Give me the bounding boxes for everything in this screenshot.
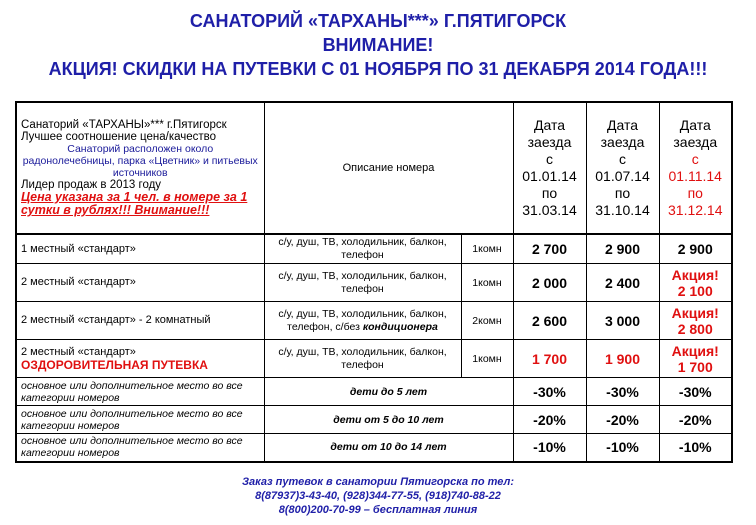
date-to: 31.10.14: [595, 202, 650, 218]
contact-footer: [0, 475, 756, 517]
attention-heading: ВНИМАНИЕ!: [322, 35, 434, 55]
date-from: 01.01.14: [522, 168, 577, 184]
table-header-row: [16, 102, 732, 234]
page-title: САНАТОРИЙ «ТАРХАНЫ***» Г.ПЯТИГОРСК: [189, 11, 567, 31]
contact-heading: Заказ путевок в санатории Пятигорска по тел:: [241, 476, 515, 488]
room-count: 1комн: [461, 234, 513, 264]
discount-description: дети до 5 лет: [264, 378, 513, 406]
table-row: [16, 378, 732, 406]
room-name: [16, 234, 264, 264]
price-value: 2 900: [586, 234, 659, 264]
table-row: [16, 434, 732, 462]
date-from: 01.07.14: [595, 168, 650, 184]
price-value: 3 000: [586, 302, 659, 340]
room-count: 2комн: [461, 302, 513, 340]
sanatorium-name: Санаторий «ТАРХАНЫ»*** г.Пятигорск: [21, 119, 227, 131]
room-name: [16, 340, 264, 378]
price-value: 1 700: [513, 340, 586, 378]
price-value: 2 000: [513, 264, 586, 302]
sanatorium-location: Санаторий расположен около радонолечебницы, парка «Цветник» и питьевых источников: [22, 143, 258, 179]
date-column-header: [586, 102, 659, 234]
room-name-text: 2 местный «стандарт»: [21, 345, 136, 358]
promo-label: Акция!: [671, 304, 719, 321]
room-name: [16, 264, 264, 302]
discount-value: -30%: [586, 378, 659, 406]
price-table: [15, 101, 733, 463]
room-description: [264, 234, 461, 264]
room-desc-line: с/у, душ, ТВ, холодильник, балкон,: [278, 269, 447, 282]
sanatorium-tagline: Лучшее соотношение цена/качество: [21, 131, 217, 143]
room-name: [16, 302, 264, 340]
date-label: Дата заезда: [673, 117, 718, 150]
health-tour-label: ОЗДОРОВИТЕЛЬНАЯ ПУТЕВКА: [21, 357, 208, 372]
room-desc-line: телефон, с/без: [287, 320, 363, 333]
room-desc-line: телефон: [341, 249, 384, 261]
discount-value: -10%: [513, 434, 586, 462]
discount-value: -30%: [659, 378, 732, 406]
price-value: 2 800: [677, 320, 713, 337]
date-to: 31.12.14: [668, 202, 723, 218]
promo-label: Акция!: [671, 266, 719, 283]
room-desc-line: с/у, душ, ТВ, холодильник, балкон,: [278, 307, 447, 320]
date-from-prefix: с: [691, 151, 699, 167]
date-to-prefix: по: [614, 185, 631, 201]
promo-heading: АКЦИЯ! СКИДКИ НА ПУТЕВКИ С 01 НОЯБРЯ ПО 31 ДЕКАБРЯ 2014 ГОДА!!!: [48, 59, 708, 79]
price-value: 2 900: [659, 234, 732, 264]
discount-value: -20%: [659, 406, 732, 434]
room-desc-line: с/у, душ, ТВ, холодильник, балкон,: [278, 236, 447, 248]
price-note: Цена указана за 1 чел. в номере за 1 сутки в рублях!!! Внимание!!!: [21, 190, 248, 217]
room-count: 1комн: [461, 264, 513, 302]
price-value: 2 100: [677, 282, 713, 299]
promo-label: Акция!: [671, 342, 719, 359]
promo-price: [659, 340, 732, 378]
discount-description: дети от 5 до 10 лет: [264, 406, 513, 434]
discount-value: -10%: [659, 434, 732, 462]
table-row: [16, 302, 732, 340]
description-column-header: Описание номера: [264, 102, 513, 234]
price-value: 2 700: [513, 234, 586, 264]
date-to-prefix: по: [541, 185, 558, 201]
date-column-header: [513, 102, 586, 234]
room-description: [264, 302, 461, 340]
discount-name: основное или дополнительное место во все категории номеров: [16, 406, 264, 434]
price-value: 2 400: [586, 264, 659, 302]
promo-price: [659, 302, 732, 340]
sanatorium-leader: Лидер продаж в 2013 году: [21, 179, 162, 191]
table-row: [16, 234, 732, 264]
room-desc-line: телефон: [341, 358, 384, 371]
room-count: 1комн: [461, 340, 513, 378]
date-label: Дата заезда: [527, 117, 572, 150]
discount-value: -30%: [513, 378, 586, 406]
room-desc-emphasis: кондиционера: [362, 320, 438, 333]
room-name-text: 2 местный «стандарт»: [21, 276, 136, 288]
discount-value: -20%: [513, 406, 586, 434]
date-from: 01.11.14: [668, 168, 722, 184]
date-from-prefix: с: [619, 151, 626, 167]
discount-value: -20%: [586, 406, 659, 434]
date-column-header: [659, 102, 732, 234]
contact-freephone: 8(800)200-70-99 – бесплатная линия: [278, 504, 478, 516]
room-desc-line: телефон: [341, 282, 384, 295]
price-value: 1 900: [586, 340, 659, 378]
room-description: [264, 264, 461, 302]
table-row: [16, 406, 732, 434]
room-name-text: 2 местный «стандарт» - 2 комнатный: [21, 314, 211, 326]
discount-description: дети от 10 до 14 лет: [264, 434, 513, 462]
date-to: 31.03.14: [522, 202, 577, 218]
discount-value: -10%: [586, 434, 659, 462]
page-header: [0, 10, 756, 80]
table-row: [16, 340, 732, 378]
price-value: 1 700: [677, 358, 713, 375]
room-description: [264, 340, 461, 378]
price-value: 2 600: [513, 302, 586, 340]
date-to-prefix: по: [687, 185, 703, 201]
sanatorium-intro-cell: [16, 102, 264, 234]
discount-name: основное или дополнительное место во все категории номеров: [16, 378, 264, 406]
date-from-prefix: с: [546, 151, 553, 167]
promo-price: [659, 264, 732, 302]
room-name-text: 1 местный «стандарт»: [21, 242, 136, 255]
contact-phones: 8(87937)3-43-40, (928)344-77-55, (918)740-88-22: [255, 490, 501, 502]
table-row: [16, 264, 732, 302]
room-desc-line: с/у, душ, ТВ, холодильник, балкон,: [278, 345, 447, 358]
discount-name: основное или дополнительное место во все категории номеров: [16, 434, 264, 462]
date-label: Дата заезда: [600, 117, 645, 150]
